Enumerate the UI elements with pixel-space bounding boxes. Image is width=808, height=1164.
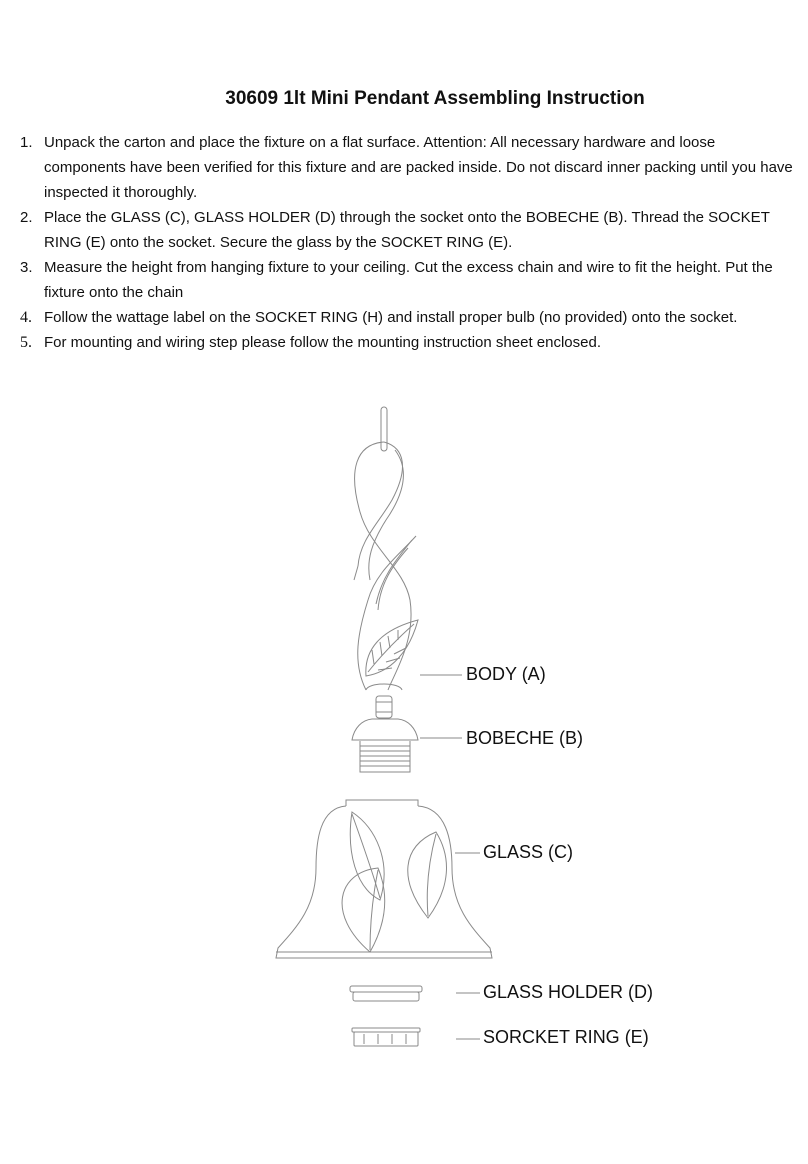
step-number: 5. [20,334,32,351]
step-number: 2. [20,209,33,226]
step-number: 1. [20,134,33,151]
page-title: 30609 1lt Mini Pendant Assembling Instruction [225,88,645,109]
step-text: Follow the wattage label on the SOCKET RING (H) and install proper bulb (no provided) onto the socket. [44,309,738,326]
socket-ring-part-drawing [352,1028,480,1046]
body-part-drawing [354,407,462,718]
glass-holder-part-drawing [350,986,480,1001]
part-label-glass-holder: GLASS HOLDER (D) [483,982,654,1002]
instruction-step-5 [20,330,795,355]
step-number: 4. [20,309,32,326]
step-text: For mounting and wiring step please follow the mounting instruction sheet enclosed. [44,334,601,351]
part-label-socket-ring: SORCKET RING (E) [483,1027,649,1047]
step-number: 3. [20,259,33,276]
step-text: Measure the height from hanging fixture to your ceiling. Cut the excess chain and wire to fit the height. Put the fixture onto the chain [44,259,773,301]
glass-part-drawing [276,800,492,958]
step-text: Unpack the carton and place the fixture on a flat surface. Attention: All necessary hardware and loose components have been verified for this fixture and are packed inside. Do not discard inner packing until you have inspected it thoroughly. [44,134,793,201]
instruction-list [20,130,795,355]
bobeche-part-drawing [352,719,462,772]
instruction-step-1 [20,130,795,205]
fixture-exploded-diagram [0,380,808,1080]
part-label-bobeche: BOBECHE (B) [466,728,584,748]
instruction-step-4 [20,305,795,330]
instruction-step-3 [20,255,795,305]
part-label-body: BODY (A) [466,664,546,684]
instruction-step-2 [20,205,795,255]
step-text: Place the GLASS (C), GLASS HOLDER (D) through the socket onto the BOBECHE (B). Thread the SOCKET RING (E) onto the socket. Secure the glass by the SOCKET RING (E). [44,209,770,251]
part-label-glass: GLASS (C) [483,842,574,862]
